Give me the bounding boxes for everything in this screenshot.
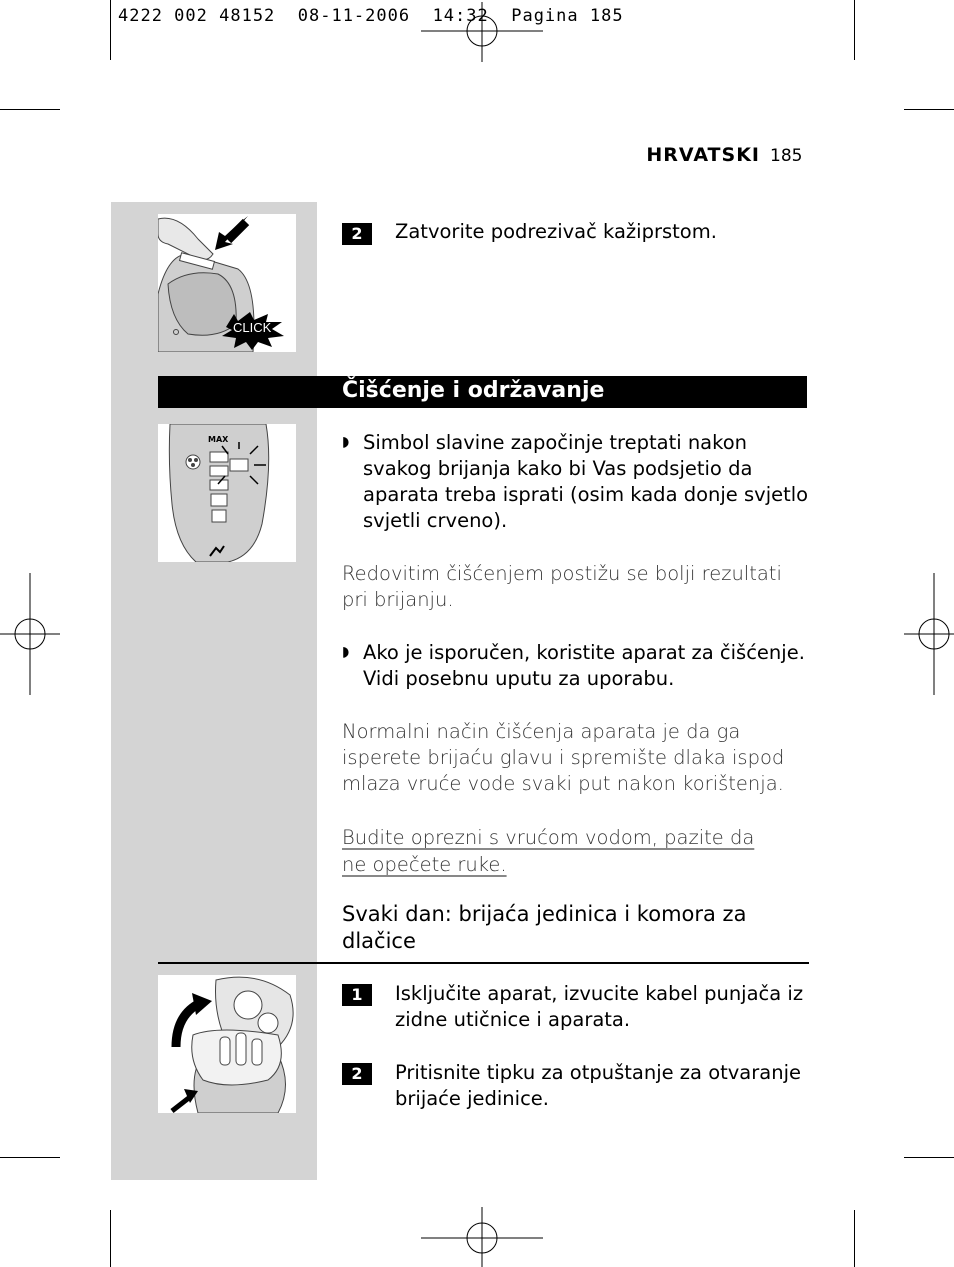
- subheading: Svaki dan: brijaća jedinica i komora za dlačice: [342, 902, 747, 953]
- registration-mark-top: [421, 2, 543, 62]
- crop-mark: [904, 1157, 954, 1158]
- step-number: 2: [342, 223, 372, 245]
- crop-mark: [854, 0, 855, 60]
- divider: [158, 962, 809, 964]
- crop-mark: [110, 1210, 111, 1267]
- release-arrow-icon: [172, 1089, 198, 1111]
- crop-mark: [0, 109, 60, 110]
- section-heading: [158, 376, 807, 408]
- registration-mark-bottom: [421, 1207, 543, 1267]
- crop-mark: [110, 0, 111, 60]
- bullet-triangle-icon: ◗: [342, 644, 350, 660]
- warning-text: Budite oprezni s vrućom vodom, pazite da ne opečete ruke.: [342, 826, 755, 876]
- page-number: 185: [770, 146, 803, 166]
- paragraph: Normalni način čišćenja aparata je da ga isperete brijaću glavu i spremište dlaka ispod mlaza vruće vode svaki put nakon korištenja.: [342, 720, 785, 795]
- registration-mark-left: [0, 573, 60, 695]
- step-text: Pritisnite tipku za otpuštanje za otvaranje brijaće jedinice.: [395, 1061, 801, 1110]
- trimmer-illustration: [158, 214, 296, 352]
- step-text: Isključite aparat, izvucite kabel punjača iz zidne utičnice i aparata.: [395, 982, 804, 1031]
- registration-mark-right: [904, 573, 954, 695]
- bullet-text: Ako je isporučen, koristite aparat za čišćenje. Vidi posebnu uputu za uporabu.: [363, 641, 805, 690]
- step-number: 2: [342, 1063, 372, 1085]
- step-number: 1: [342, 984, 372, 1006]
- press-arrow-icon: [215, 216, 248, 250]
- bullet-text: Simbol slavine započinje treptati nakon svakog brijanja kako bi Vas podsjetio da aparata treba isprati (osim kada donje svjetlo svjetli crveno).: [363, 431, 809, 532]
- crop-mark: [904, 109, 954, 110]
- open-unit-illustration: [158, 975, 296, 1113]
- crop-mark: [0, 1157, 60, 1158]
- max-label: MAX: [208, 435, 229, 444]
- display-illustration: [158, 424, 296, 562]
- click-label: CLICK: [233, 320, 272, 335]
- step-text: Zatvorite podrezivač kažiprstom.: [395, 220, 717, 243]
- warning-note: [342, 824, 782, 878]
- print-header: 4222 002 48152 08-11-2006 14:32 Pagina 185: [118, 6, 624, 26]
- section-title: Čišćenje i održavanje: [342, 378, 605, 403]
- language-label: HRVATSKI: [646, 144, 760, 166]
- paragraph: Redovitim čišćenjem postižu se bolji rezultati pri brijanju.: [342, 562, 782, 611]
- crop-mark: [854, 1210, 855, 1267]
- bullet-triangle-icon: ◗: [342, 434, 350, 450]
